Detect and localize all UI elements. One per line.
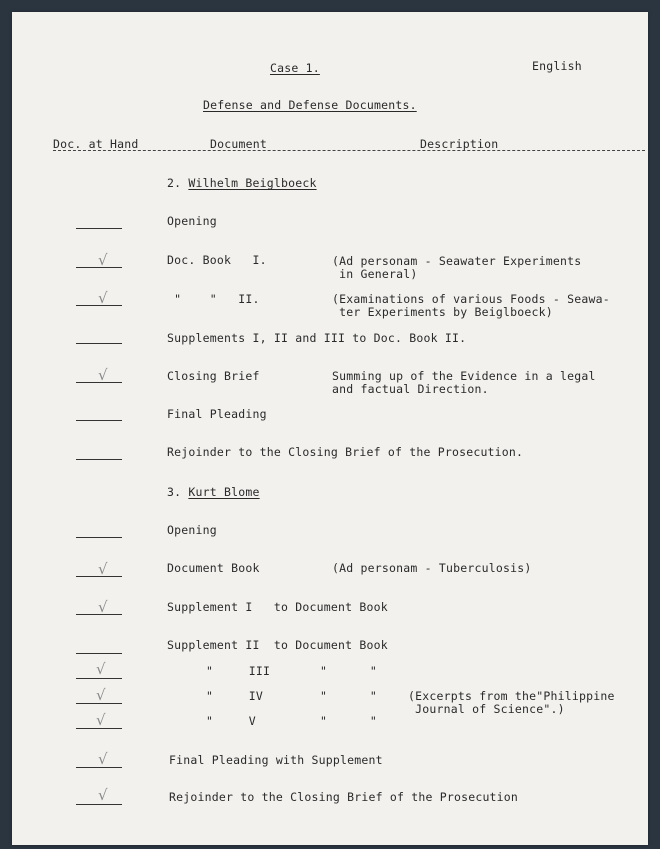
defendant-name: Kurt Blome <box>188 485 260 499</box>
check-mark: √ <box>96 711 106 729</box>
check-line <box>76 228 122 229</box>
document-description: Summing up of the Evidence in a legal and factual Direction. <box>332 369 596 396</box>
check-line <box>76 343 122 344</box>
check-mark: √ <box>96 660 106 678</box>
document-name: Final Pleading <box>167 407 267 421</box>
document-name: Supplement I to Document Book <box>167 600 388 614</box>
check-line <box>76 678 122 679</box>
check-line <box>76 804 122 805</box>
check-line <box>76 653 122 654</box>
check-mark: √ <box>98 289 108 307</box>
document-description: (Ad personam - Tuberculosis) <box>332 561 532 575</box>
document-description: (Excerpts from the"Philippine Journal of Science".) <box>408 689 615 716</box>
language-label: English <box>532 59 582 73</box>
col-header-description: Description <box>420 137 499 151</box>
document-name: Supplements I, II and III to Doc. Book II. <box>167 331 467 345</box>
check-line <box>76 420 122 421</box>
section-number: 2. <box>167 176 182 190</box>
defendant-name: Wilhelm Beiglboeck <box>188 176 317 190</box>
check-line <box>76 537 122 538</box>
check-mark: √ <box>98 786 108 804</box>
page-title: Defense and Defense Documents. <box>203 98 417 112</box>
document-name: Document Book <box>167 561 260 575</box>
document-name: " V " " <box>206 714 377 728</box>
section-number: 3. <box>167 485 182 499</box>
document-name: Rejoinder to the Closing Brief of the Prosecution. <box>167 445 524 459</box>
document-name: Supplement II to Document Book <box>167 638 388 652</box>
header-rule <box>53 150 645 151</box>
case-number: Case 1. <box>270 61 320 75</box>
document-name: Final Pleading with Supplement <box>169 753 383 767</box>
document-description: (Examinations of various Foods - Seawa- ter Experiments by Beiglboeck) <box>332 292 610 319</box>
document-name: " III " " <box>206 664 377 678</box>
check-mark: √ <box>98 560 108 578</box>
document-name: Doc. Book I. <box>167 253 267 267</box>
document-name: Rejoinder to the Closing Brief of the Prosecution <box>169 790 519 804</box>
check-mark: √ <box>98 750 108 768</box>
section-heading <box>167 486 260 499</box>
document-description: (Ad personam - Seawater Experiments in General) <box>332 254 582 281</box>
document-name: Opening <box>167 214 217 228</box>
check-mark: √ <box>98 598 108 616</box>
document-name: " IV " " <box>206 689 377 703</box>
check-mark: √ <box>98 251 108 269</box>
col-header-document: Document <box>210 137 267 151</box>
check-mark: √ <box>96 686 106 704</box>
document-name: " " II. <box>167 292 260 306</box>
document-name: Opening <box>167 523 217 537</box>
col-header-doc-at-hand: Doc. at Hand <box>53 137 139 151</box>
document-name: Closing Brief <box>167 369 260 383</box>
check-mark: √ <box>98 366 108 384</box>
document-page <box>12 12 648 845</box>
check-line <box>76 459 122 460</box>
section-heading <box>167 177 317 190</box>
